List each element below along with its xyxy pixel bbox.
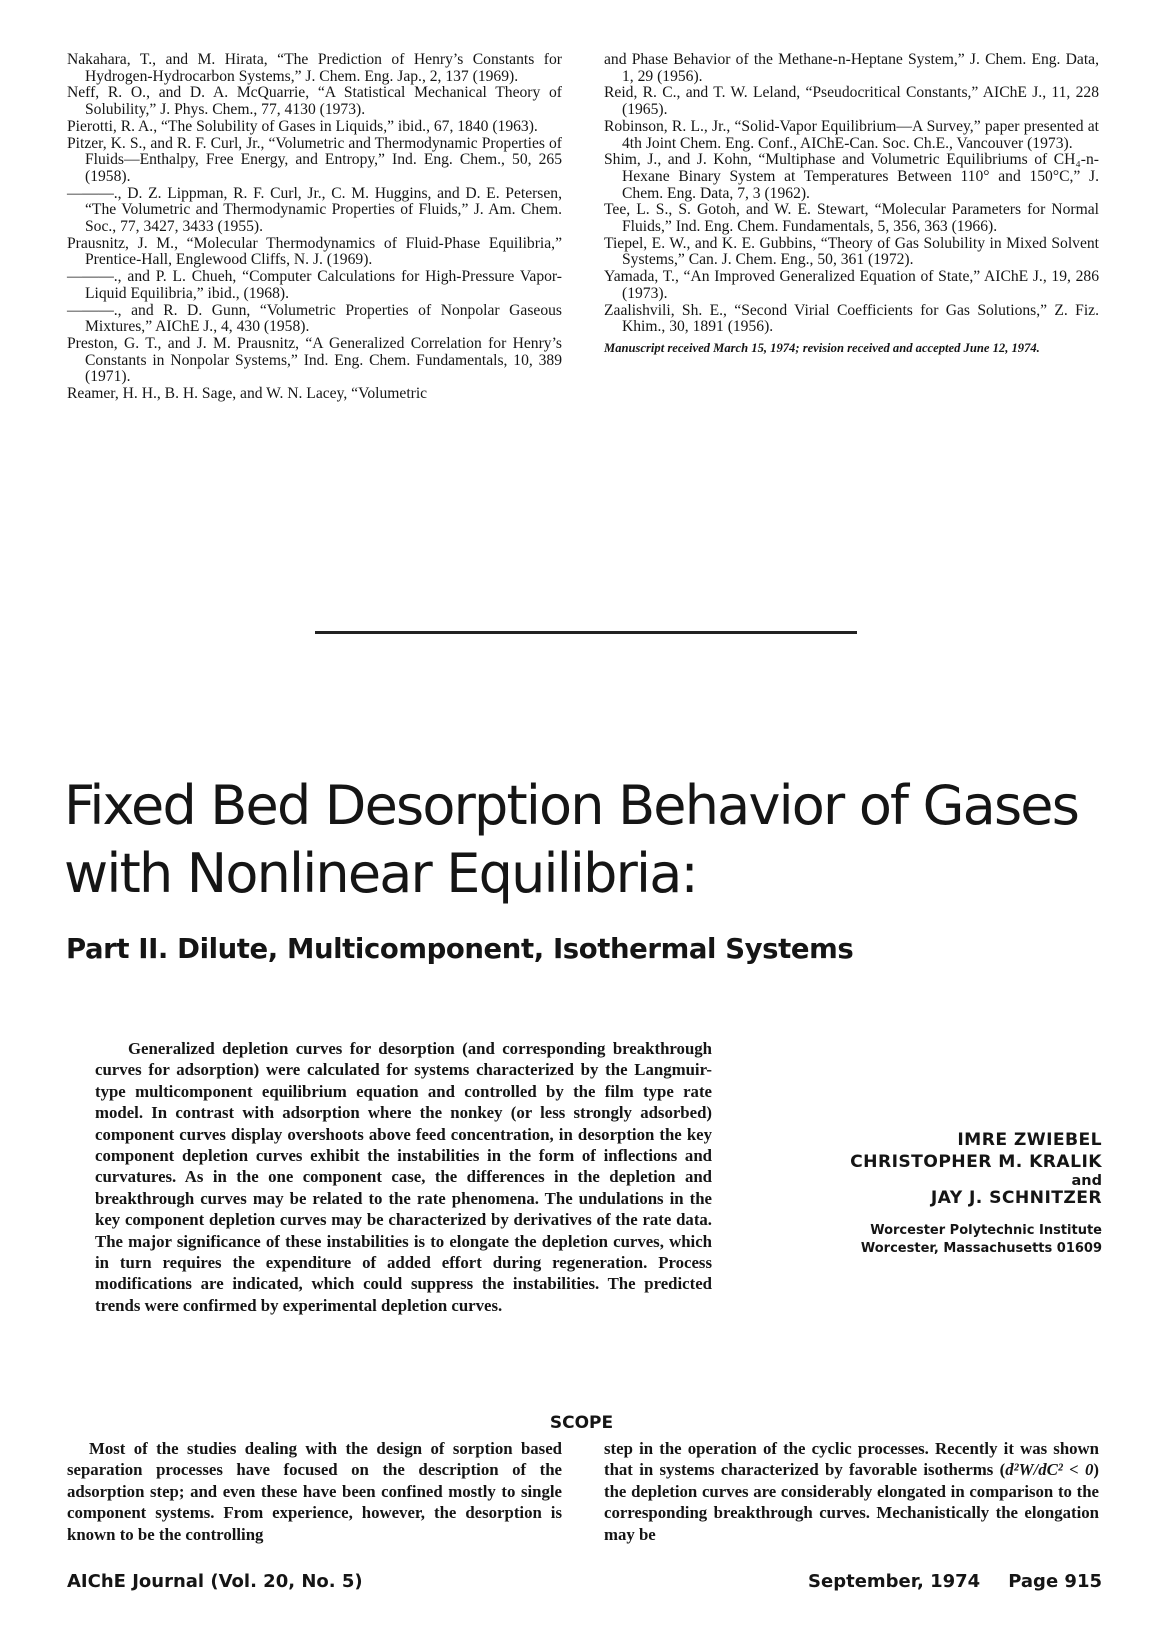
article-subtitle: Part II. Dilute, Multicomponent, Isothermal Systems [66,933,854,965]
reference-entry: Reid, R. C., and T. W. Leland, “Pseudocritical Constants,” AIChE J., 11, 228 (1965). [604,84,1099,119]
authors-conjunction: and [1071,1172,1102,1189]
page-number: Page 915 [1008,1571,1102,1592]
manuscript-note: Manuscript received March 15, 1974; revision received and accepted June 12, 1974. [604,340,1040,355]
affiliation-institution: Worcester Polytechnic Institute [870,1223,1102,1239]
author-block [850,1130,1102,1257]
abstract: Generalized depletion curves for desorption (and corresponding breakthrough curves for adsorption) were calculated for systems characterized by the Langmuir-type multicomponent equilibrium equation and controlled by the film type rate model. In contrast with adsorption where the nonkey (or less strongly adsorbed) component curves display overshoots above feed concentration, in desorption the key component depletion curves exhibit the instabilities in the form of inflections and curvatures. As in the one component case, the differences in the depletion and breakthrough curves may be related to the rate phenomena. The undulations in the key component depletion curves may be characterized by derivatives of the rate data. The major significance of these instabilities is to elongate the depletion curves, which in turn requires the expenditure of added effort during regeneration. Process modifications are indicated, which could suppress the instabilities. The predicted trends were confirmed by experimental depletion curves. [95,1039,712,1315]
reference-entry: Pitzer, K. S., and R. F. Curl, Jr., “Volumetric and Thermodynamic Properties of Fluids—Enthalpy, Free Energy, and Entropy,” Ind. Eng. Chem., 50, 265 (1958). [67,134,562,185]
reference-entry: Robinson, R. L., Jr., “Solid-Vapor Equilibrium—A Survey,” paper presented at 4th Joint Chem. Eng. Conf., AIChE-Can. Soc. Ch.E., Vancouver (1973). [604,117,1099,152]
affiliation-address: Worcester, Massachusetts 01609 [860,1240,1102,1256]
scope-text-right-part-2: ) the depletion curves are considerably elongated in comparison to the corresponding breakthrough curves. Mechanistically the elongation may be [604,1460,1099,1544]
reference-entry: Pierotti, R. A., “The Solubility of Gases in Liquids,” ibid., 67, 1840 (1963). [67,117,538,135]
scope-heading: SCOPE [549,1413,614,1433]
reference-entry: Yamada, T., “An Improved Generalized Equation of State,” AIChE J., 19, 286 (1973). [604,268,1099,302]
reference-entry: and Phase Behavior of the Methane-n-Heptane System,” J. Chem. Eng. Data, 1, 29 (1956). [604,51,1099,85]
section-divider [315,631,857,634]
article-title-line-2: with Nonlinear Equilibria: [64,842,697,905]
issue-date: September, 1974 [808,1571,981,1592]
reference-entry: Tee, L. S., S. Gotoh, and W. E. Stewart, “Molecular Parameters for Normal Fluids,” Ind. Eng. Chem. Fundamentals, 5, 356, 363 (1966). [604,201,1099,236]
author-name: IMRE ZWIEBEL [957,1130,1102,1150]
scope-text-right-part-1: step in the operation of the cyclic processes. Recently it was shown that in systems characterized by favorable isotherms ( [604,1439,1099,1480]
references-left-column [67,52,562,403]
author-name: JAY J. SCHNITZER [930,1187,1102,1208]
references-right-column [604,52,1099,369]
article-title-line-1: Fixed Bed Desorption Behavior of Gases [64,774,1079,837]
reference-entry: Zaalishvili, Sh. E., “Second Virial Coefficients for Gas Solutions,” Z. Fiz. Khim., 30, 1891 (1956). [604,301,1099,336]
author-name: CHRISTOPHER M. KRALIK [850,1151,1102,1172]
page-footer [808,1571,1102,1592]
reference-entry: Prausnitz, J. M., “Molecular Thermodynamics of Fluid-Phase Equilibria,” Prentice-Hall, Englewood Cliffs, N. J. (1969). [67,234,562,269]
reference-entry: Nakahara, T., and M. Hirata, “The Prediction of Henry’s Constants for Hydrogen-Hydrocarbon Systems,” J. Chem. Eng. Jap., 2, 137 (1969). [67,51,562,85]
reference-entry: Reamer, H. H., B. H. Sage, and W. N. Lacey, “Volumetric [67,385,428,403]
affiliation [850,1222,1102,1257]
reference-entry: Neff, R. O., and D. A. McQuarrie, “A Statistical Mechanical Theory of Solubility,” J. Phys. Chem., 77, 4130 (1973). [67,84,562,119]
reference-entry: ———., and R. D. Gunn, “Volumetric Properties of Nonpolar Gaseous Mixtures,” AIChE J., 4, 430 (1958). [67,301,562,336]
scope-text-right [604,1438,1099,1545]
reference-entry: Tiepel, E. W., and K. E. Gubbins, “Theory of Gas Solubility in Mixed Solvent Systems,” Can. J. Chem. Eng., 50, 361 (1972). [604,234,1099,269]
scope-text-left: Most of the studies dealing with the design of sorption based separation processes have focused on the description of the adsorption step; and even these have been confined mostly to single component systems. From experience, however, the desorption is known to be the controlling [67,1439,562,1544]
journal-footer: AIChE Journal (Vol. 20, No. 5) [67,1571,363,1592]
inline-equation: d²W/dC² < 0 [1005,1460,1094,1480]
reference-entry: ———., D. Z. Lippman, R. F. Curl, Jr., C. M. Huggins, and D. E. Petersen, “The Volumetric and Thermodynamic Properties of Fluids,” J. Am. Chem. Soc., 77, 3427, 3433 (1955). [67,184,562,236]
references-right-list [604,52,1099,336]
reference-entry: Preston, G. T., and J. M. Prausnitz, “A Generalized Correlation for Henry’s Constants in Nonpolar Systems,” Ind. Eng. Chem. Fundamentals, 10, 389 (1971). [67,334,562,386]
reference-entry: ———., and P. L. Chueh, “Computer Calculations for High-Pressure Vapor-Liquid Equilibria,” ibid., (1968). [67,268,562,302]
reference-entry: Shim, J., and J. Kohn, “Multiphase and Volumetric Equilibriums of CH₄-n-Hexane Binary System at Temperatures Between 110° and 150°C,” J. Chem. Eng. Data, 7, 3 (1962). [604,151,1099,202]
